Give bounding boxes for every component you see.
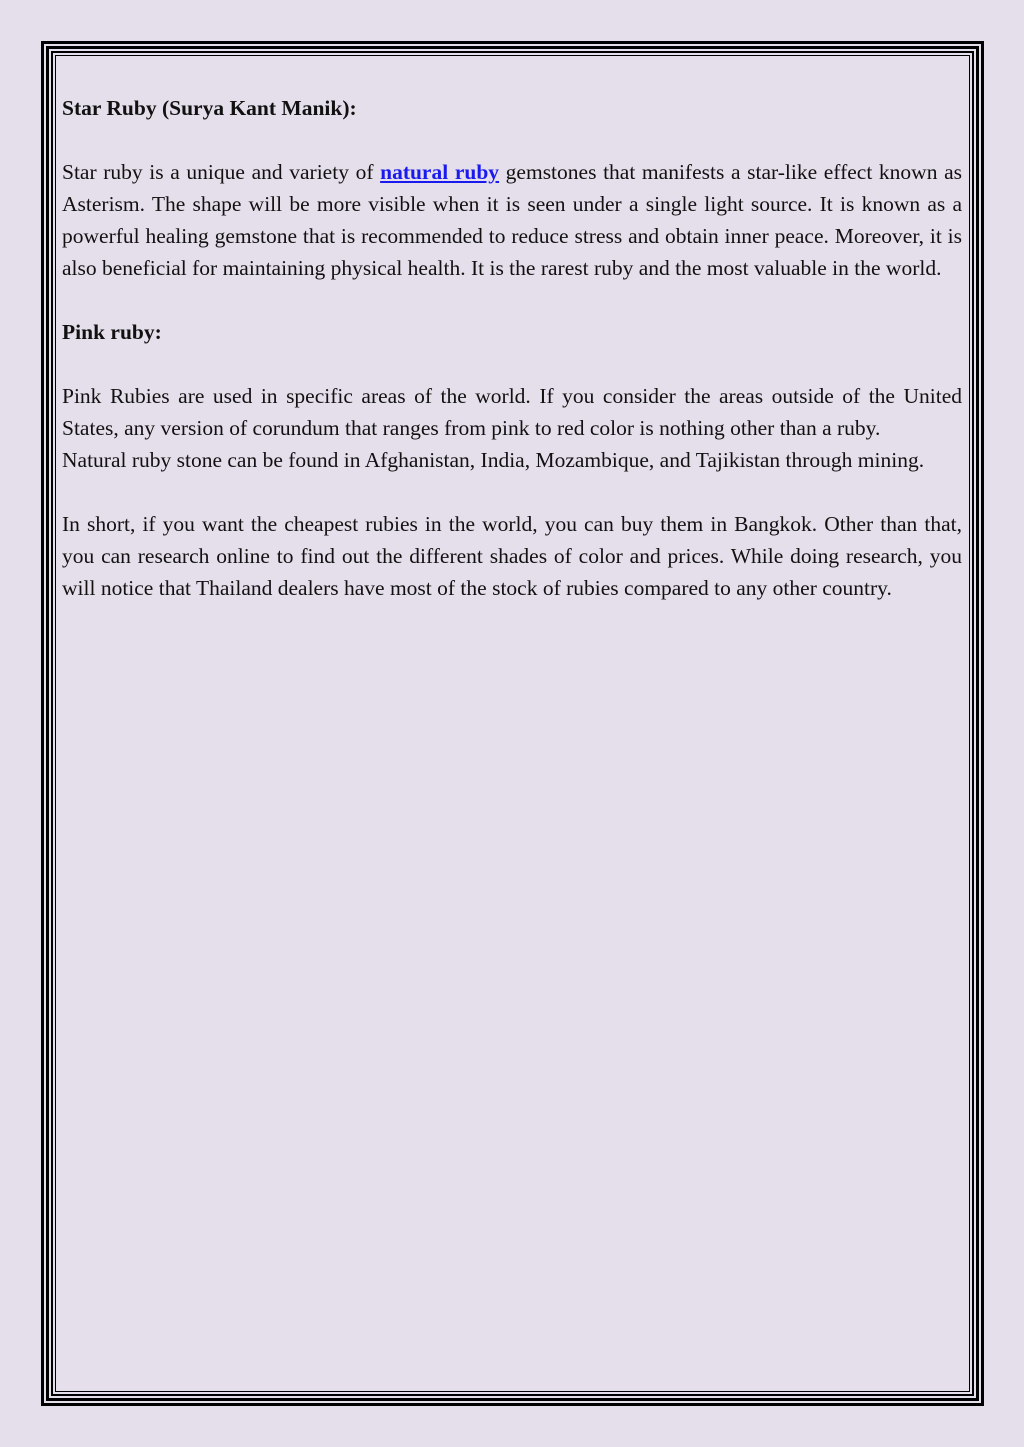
spacer bbox=[62, 348, 962, 380]
star-ruby-text-end: gemstones that manifests a star-like effect known as Asterism. The shape will be more visible when it is seen under a single light source. It is known as a powerful healing gemstone that is recommended to reduce stress and obtain inner peace. Moreover, it is also beneficial for maintaining physical health. It is the rarest ruby and the most valuable in the world. bbox=[62, 160, 962, 280]
spacer bbox=[62, 124, 962, 156]
spacer bbox=[62, 284, 962, 316]
conclusion-paragraph: In short, if you want the cheapest rubies in the world, you can buy them in Bangkok. Other than that, you can research online to find out the different shades of color and prices. While doing research, you will notice that Thailand dealers have most of the stock of rubies compared to any other country. bbox=[62, 512, 962, 600]
spacer bbox=[62, 476, 962, 508]
star-ruby-heading: Star Ruby (Surya Kant Manik): bbox=[62, 96, 357, 120]
natural-ruby-link[interactable]: natural ruby bbox=[380, 160, 500, 184]
document-body bbox=[62, 92, 962, 604]
star-ruby-paragraph bbox=[62, 156, 962, 284]
pink-ruby-paragraph-1: Pink Rubies are used in specific areas of the world. If you consider the areas outside of the United States, any version of corundum that ranges from pink to red color is nothing other than a ruby. bbox=[62, 384, 962, 440]
star-ruby-text-start: Star ruby is a unique and variety of bbox=[62, 160, 381, 184]
pink-ruby-heading: Pink ruby: bbox=[62, 320, 162, 344]
pink-ruby-paragraph-2: Natural ruby stone can be found in Afghanistan, India, Mozambique, and Tajikistan through mining. bbox=[62, 448, 925, 472]
